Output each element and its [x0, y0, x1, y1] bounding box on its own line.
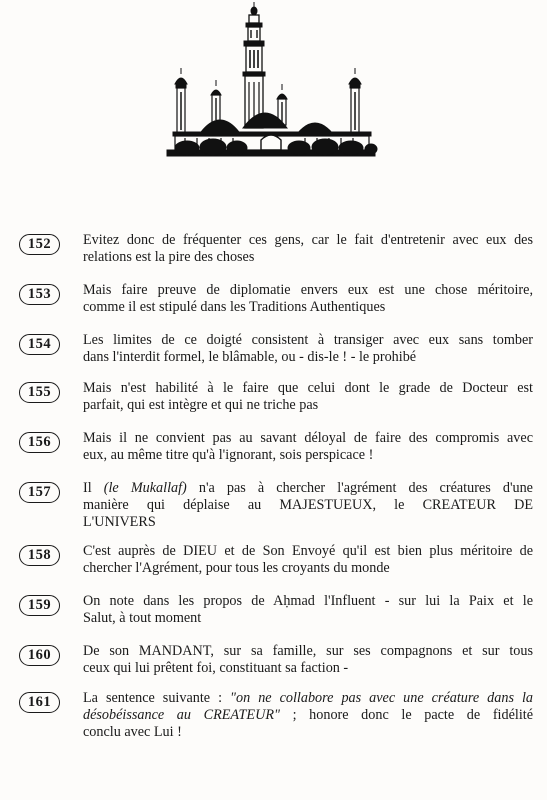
verse-number-badge: 159	[19, 595, 60, 616]
verse-number-badge: 154	[19, 334, 60, 355]
verse-text	[83, 690, 533, 741]
verse-text	[83, 232, 533, 266]
verse-number-badge: 152	[19, 234, 60, 255]
verse-text	[83, 430, 533, 464]
verse-line: On note dans les propos de Aḥmad l'Influent - sur lui la Paix et le	[83, 593, 533, 609]
verse-line: manière qui déplaise au MAJESTUEUX, le CREATEUR DE	[83, 497, 533, 513]
verse-line: dans l'interdit formel, le blâmable, ou - dis-le ! - le prohibé	[83, 349, 417, 365]
verse-line: conclu avec Lui !	[83, 724, 182, 740]
verse-number-badge: 157	[19, 482, 60, 503]
verse-line: Evitez donc de fréquenter ces gens, car le fait d'entretenir avec eux des	[83, 232, 533, 248]
verse-text	[83, 380, 533, 414]
verse-line: comme il est stipulé dans les Traditions Authentiques	[83, 299, 386, 315]
verse-text	[83, 332, 533, 366]
verse-line: C'est auprès de DIEU et de Son Envoyé qu'il est bien plus méritoire de	[83, 543, 533, 559]
verse-text	[83, 543, 533, 577]
verse-number-badge: 156	[19, 432, 60, 453]
verse-line: eux, au même titre qu'à l'ignorant, sois perspicace !	[83, 447, 374, 463]
verse-number-badge: 160	[19, 645, 60, 666]
verse-line: L'UNIVERS	[83, 514, 156, 530]
verse-text	[83, 282, 533, 316]
verse-text-segment: n'a pas à chercher l'agrément des créatures d'une	[186, 480, 533, 496]
verse-line: ceux qui lui prêtent foi, constituant sa faction -	[83, 660, 349, 676]
verse-number-badge: 161	[19, 692, 60, 713]
verse-text-segment: La sentence suivante :	[83, 690, 231, 706]
verse-italic-segment: "on ne collabore pas avec une créature dans la	[230, 690, 534, 706]
verse-line: chercher l'Agrément, pour tous les croyants du monde	[83, 560, 390, 576]
verse-italic-segment: désobéissance au CREATEUR"	[83, 707, 280, 723]
verse-number-badge: 155	[19, 382, 60, 403]
verse-line: Les limites de ce doigté consistent à transiger avec eux sans tomber	[83, 332, 533, 348]
mosque-illustration-icon	[165, 2, 380, 162]
verse-text	[83, 593, 533, 627]
verse-text	[83, 643, 533, 677]
verse-line: Salut, à tout moment	[83, 610, 202, 626]
verse-text-segment: Il	[83, 480, 104, 496]
verse-line: relations est la pire des choses	[83, 249, 255, 265]
verse-text-segment: ; honore donc le pacte de fidélité	[279, 707, 533, 723]
verse-line: parfait, qui est intègre et qui ne triche pas	[83, 397, 319, 413]
verse-italic-segment: (le Mukallaf)	[103, 480, 187, 496]
verse-line	[83, 690, 533, 707]
verse-line: Mais n'est habilité à le faire que celui dont le grade de Docteur est	[83, 380, 533, 396]
verse-line: Mais il ne convient pas au savant déloyal de faire des compromis avec	[83, 430, 533, 446]
verse-text	[83, 480, 533, 531]
verse-line: Mais faire preuve de diplomatie envers eux est une chose méritoire,	[83, 282, 533, 298]
verse-line	[83, 480, 533, 497]
verse-line: De son MANDANT, sur sa famille, sur ses compagnons et sur tous	[83, 643, 533, 659]
verse-line	[83, 707, 533, 724]
verse-number-badge: 158	[19, 545, 60, 566]
verse-number-badge: 153	[19, 284, 60, 305]
